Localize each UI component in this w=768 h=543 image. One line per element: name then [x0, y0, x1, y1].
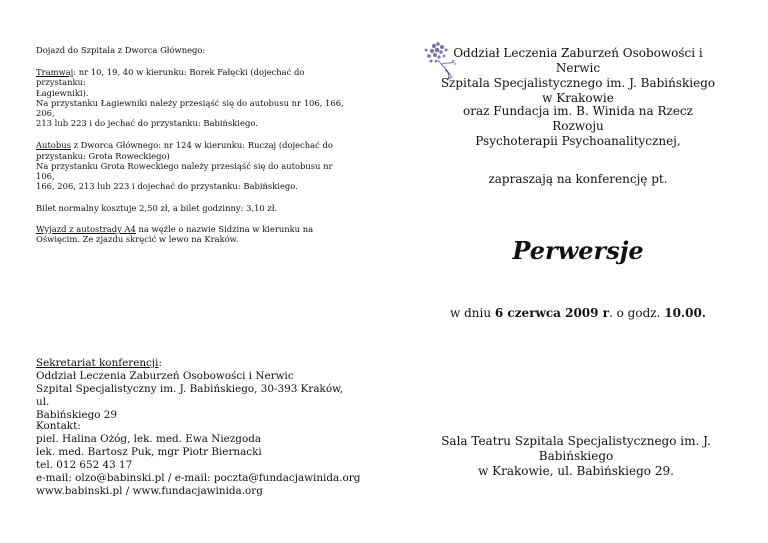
tram-line4: 213 lub 223 i do jechać do przystanku: Babińskiego. — [36, 118, 258, 129]
secretariat-colon: : — [158, 357, 162, 369]
venue-line2: w Krakowie, ul. Babińskiego 29. — [478, 464, 674, 478]
secretariat-line1: Oddział Leczenia Zaburzeń Osobowości i Nerwic — [36, 370, 294, 382]
bus-line3: Na przystanku Grota Roweckiego należy przesiąść się do autobusu nr 106, — [36, 160, 333, 182]
venue-block — [416, 434, 736, 479]
time-value: 10.00. — [664, 306, 706, 320]
organizer-line3: w Krakowie — [542, 91, 614, 105]
directions-section — [36, 45, 346, 244]
organizer-line2: Szpitala Specjalistycznego im. J. Babińskiego — [440, 76, 716, 90]
contact-www: www.babinski.pl / www.fundacjawinida.org — [36, 485, 263, 497]
tram-block — [36, 67, 346, 128]
organizer-block — [440, 46, 716, 106]
date-value: 6 czerwca 2009 r — [494, 306, 609, 320]
secretariat-line2: Szpital Specjalistyczny im. J. Babińskiego, 30-393 Kraków, ul. — [36, 383, 344, 408]
contact-persons-1: piel. Halina Ożóg, lek. med. Ewa Niezgoda — [36, 433, 262, 445]
contact-section — [36, 420, 366, 498]
date-prefix: w dniu — [450, 306, 495, 320]
secretariat-label: Sekretariat konferencji — [36, 357, 159, 369]
tram-line1: : nr 10, 19, 40 w kierunku: Borek Fałęcki (dojechać do przystanku: — [36, 67, 305, 88]
invitation-text: zapraszają na konferencję pt. — [488, 172, 668, 186]
date-mid: . o godz. — [609, 306, 665, 320]
highway-line2: Oświęcim. Ze zjazdu skręcić w lewo na Kraków. — [36, 233, 239, 244]
ticket-price: Bilet normalny kosztuje 2,50 zł, a bilet godzinny: 3,10 zł. — [36, 203, 278, 214]
venue-line1: Sala Teatru Szpitala Specjalistycznego im. J. Babińskiego — [441, 434, 711, 463]
contact-persons-2: lek. med. Bartosz Puk, mgr Piotr Biernacki — [36, 446, 262, 458]
highway-line1: na węźle o nazwie Sidzina w kierunku na — [135, 223, 314, 234]
bus-line1: z Dworca Głównego: nr 124 w kierunku: Ruczaj (dojechać do — [70, 140, 333, 151]
secretariat-section — [36, 357, 356, 422]
directions-heading: Dojazd do Szpitala z Dworca Głównego: — [36, 45, 206, 55]
foundation-line1: oraz Fundacja im. B. Winida na Rzecz Rozwoju — [463, 104, 693, 133]
bus-line2: przystanku: Grota Roweckiego) — [36, 150, 170, 161]
tram-line3: Na przystanku Łagiewniki należy przesiąść się do autobusu nr 106, 166, 206, — [36, 97, 344, 119]
highway-label: Wyjazd z autostrady A4 — [36, 223, 136, 234]
conference-date — [440, 306, 716, 321]
organizer-line1: Oddział Leczenia Zaburzeń Osobowości i Nerwic — [453, 46, 703, 75]
conference-title: Perwersje — [512, 236, 644, 265]
foundation-line2: Psychoterapii Psychoanalitycznej, — [475, 134, 681, 148]
bus-block — [36, 140, 346, 191]
tram-label: Tramwaj — [36, 67, 74, 78]
contact-heading: Kontakt: — [36, 420, 81, 432]
highway-block — [36, 224, 346, 244]
contact-email: e-mail: olzo@babinski.pl / e-mail: poczta@fundacjawinida.org — [36, 472, 361, 484]
secretariat-line3: Babińskiego 29 — [36, 409, 118, 421]
tram-line2: Łagiewniki). — [36, 87, 89, 98]
foundation-block — [440, 104, 716, 149]
bus-line4: 166, 206, 213 lub 223 i dojechać do przystanku: Babińskiego. — [36, 181, 298, 192]
contact-phone: tel. 012 652 43 17 — [36, 459, 133, 471]
bus-label: Autobus — [36, 140, 71, 151]
